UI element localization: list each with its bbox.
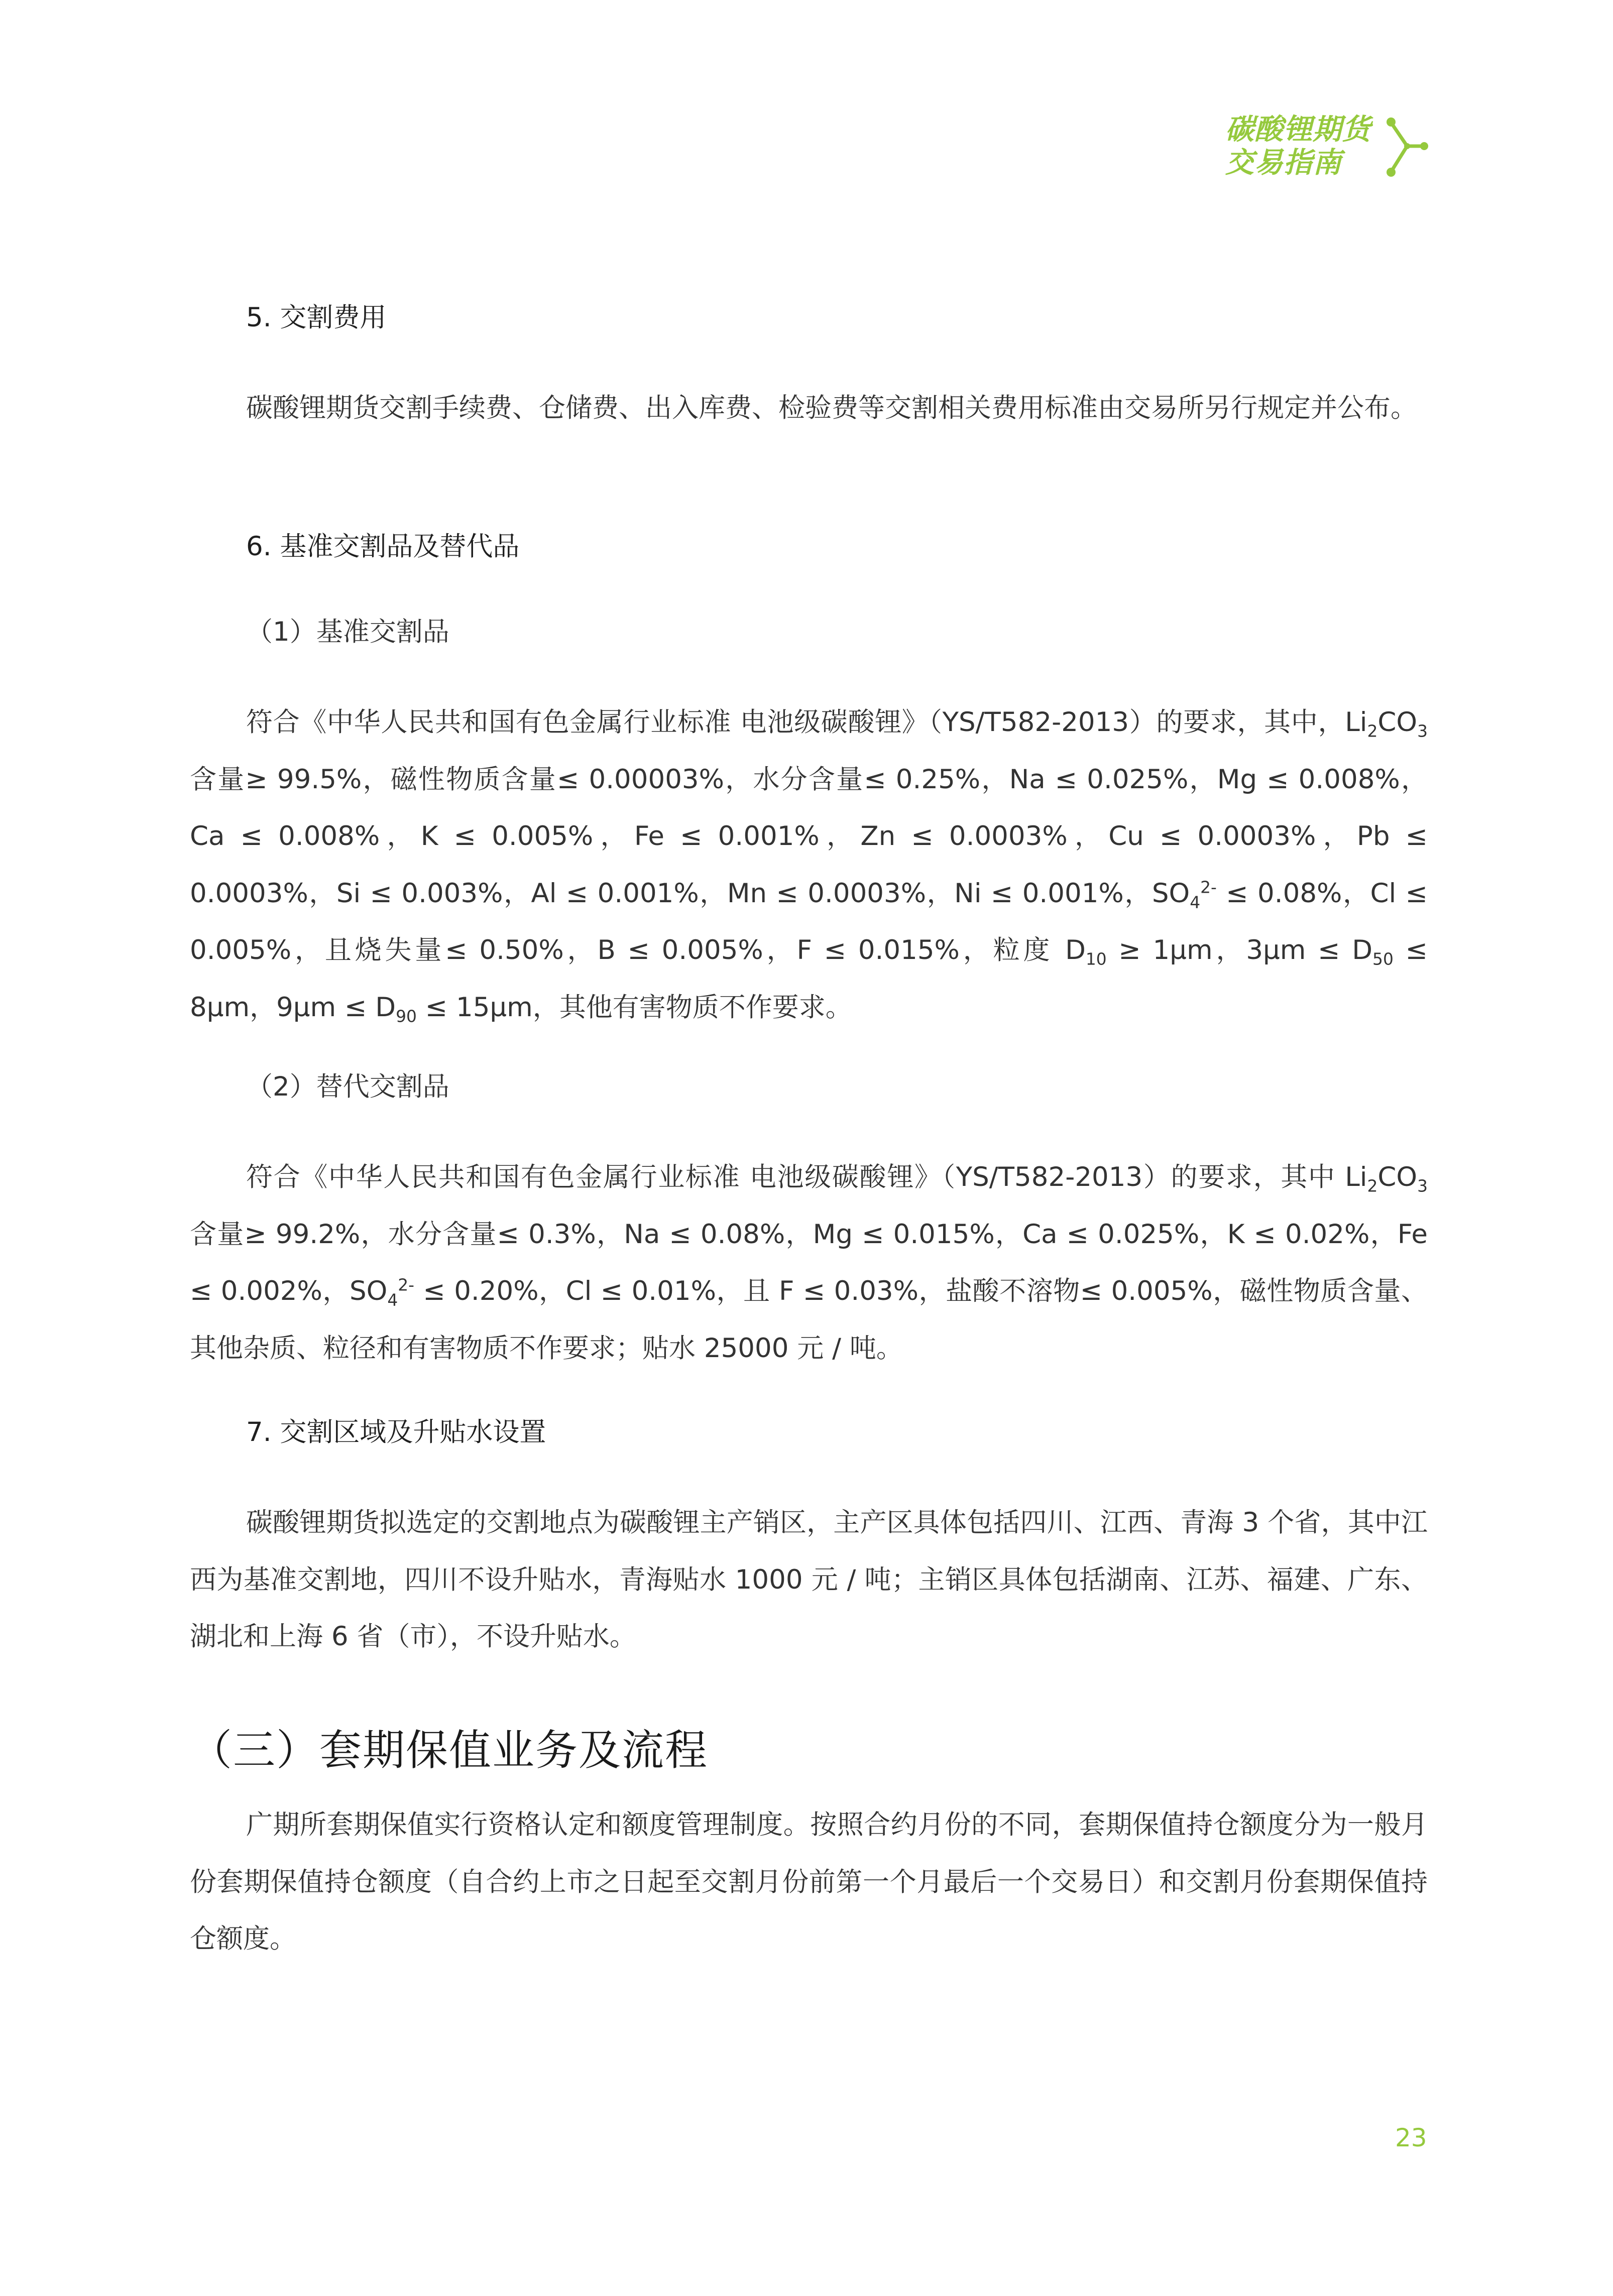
benchmark-product-paragraph: 符合《中华人民共和国有色金属行业标准 电池级碳酸锂》（YS/T582-2013）的要求，其中，$Li_2CO_3$ 含量≥ 99.5%，磁性物质含量≤ 0.00003%，水分含量≤ 0.25%，Na ≤ 0.025%，Mg ≤ 0.008%，Ca ≤ 0.008%，K ≤ 0.005%，Fe ≤ 0.001%，Zn ≤ 0.0003%，Cu ≤ 0.0003%，Pb ≤ 0.0003%，Si ≤ 0.003%，Al ≤ 0.001%，Mn ≤ 0.0003%，Ni ≤ 0.001%，$SO_4^{2-} \le 0.08\%$，Cl ≤ 0.005%，且烧失量≤ 0.50%，B ≤ 0.005%，F ≤ 0.015%，粒度 $D_{10} \ge 1\mu m$，$3\mu m \le D_{50} \le 8\mu m$，$9\mu m \le D_{90} \le 15\mu m$，其他有害物质不作要求。	[190, 707, 1428, 1026]
delivery-fees-paragraph: 碳酸锂期货交割手续费、仓储费、出入库费、检验费等交割相关费用标准由交易所另行规定并公布。	[246, 393, 1417, 423]
page-number: 23	[1395, 2123, 1427, 2152]
benchmark-substitute-heading: 6. 基准交割品及替代品	[246, 531, 520, 562]
hedging-section-title: （三）套期保值业务及流程	[190, 1726, 709, 1775]
molecule-icon	[1385, 115, 1428, 179]
benchmark-product-heading: （1）基准交割品	[246, 617, 449, 647]
delivery-region-heading: 7. 交割区域及升贴水设置	[246, 1417, 546, 1447]
brand-title-line-2: 交易指南	[1225, 146, 1342, 179]
substitute-product-heading: （2）替代交割品	[246, 1071, 449, 1102]
substitute-product-paragraph: 符合《中华人民共和国有色金属行业标准 电池级碳酸锂》（YS/T582-2013）的要求，其中 $Li_2CO_3$ 含量≥ 99.2%，水分含量≤ 0.3%，Na ≤ 0.08%，Mg ≤ 0.015%，Ca ≤ 0.025%，K ≤ 0.02%，Fe ≤ 0.002%，$SO_4^{2-} \le 0.20\%$，Cl ≤ 0.01%，且 F ≤ 0.03%，盐酸不溶物≤ 0.005%，磁性物质含量、其他杂质、粒径和有害物质不作要求；贴水 25000 元 / 吨。	[190, 1162, 1428, 1364]
delivery-fees-heading: 5. 交割费用	[246, 302, 387, 333]
brand-title-line-1: 碳酸锂期货	[1225, 113, 1371, 146]
header-brand	[1225, 113, 1441, 183]
delivery-region-paragraph: 碳酸锂期货拟选定的交割地点为碳酸锂主产销区，主产区具体包括四川、江西、青海 3 个省，其中江西为基准交割地，四川不设升贴水，青海贴水 1000 元 / 吨；主销区具体包括湖南、江苏、福建、广东、湖北和上海 6 省（市），不设升贴水。	[190, 1507, 1428, 1652]
hedging-paragraph: 广期所套期保值实行资格认定和额度管理制度。按照合约月份的不同，套期保值持仓额度分为一般月份套期保值持仓额度（自合约上市之日起至交割月份前第一个月最后一个交易日）和交割月份套期保值持仓额度。	[190, 1809, 1428, 1954]
